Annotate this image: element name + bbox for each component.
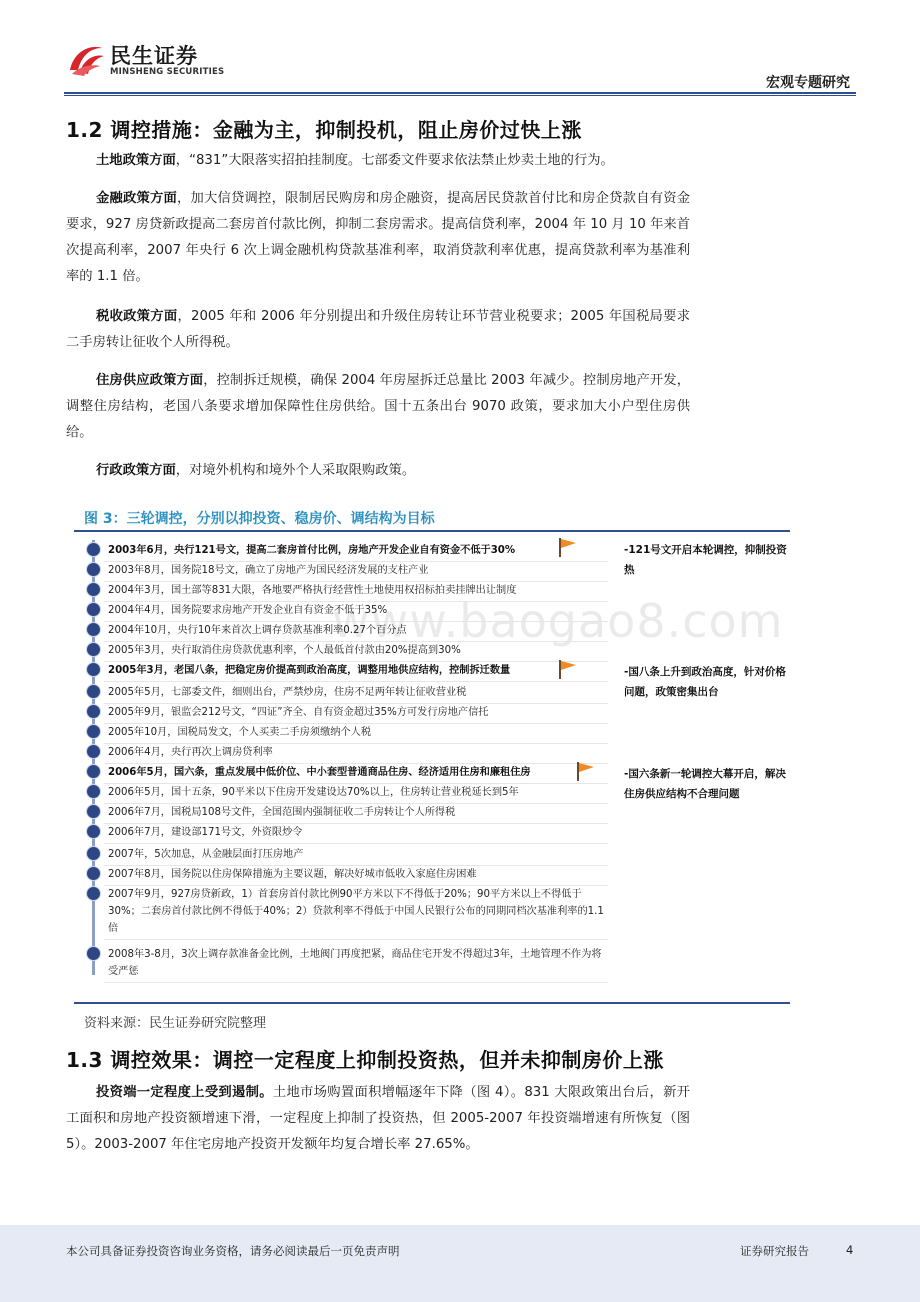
event-text: 2007年8月，国务院以住房保障措施为主要议题，解决好城市低收入家庭住房困难 (104, 864, 608, 886)
phase-note-2: -国八条上升到政治高度，针对价格问题，政策密集出台 (624, 666, 786, 698)
timeline-dot (86, 602, 101, 617)
paragraph-housing-supply-policy (66, 368, 690, 446)
paragraph-lead: 住房供应政策方面 (96, 373, 204, 388)
timeline-dot (86, 642, 101, 657)
timeline-dot (86, 946, 101, 961)
event-text: 2006年5月，国六条，重点发展中低价位、中小套型普通商品住房、经济适用住房和廉租住房 (104, 762, 608, 784)
figure-source: 资料来源：民生证券研究院整理 (84, 1016, 267, 1031)
timeline-dot (86, 846, 101, 861)
paragraph-admin-policy (66, 458, 690, 484)
timeline-dot (86, 582, 101, 597)
paragraph-tax-policy (66, 304, 690, 356)
event-text: 2008年3-8月，3次上调存款准备金比例，土地阀门再度把紧，商品住宅开发不得超过3年，土地管理不作为将受严惩 (104, 944, 608, 983)
timeline-dot (86, 562, 101, 577)
timeline-dot (86, 764, 101, 779)
logo-text-cn: 民生证券 (110, 44, 198, 68)
timeline-dot (86, 886, 101, 901)
page-number: 4 (846, 1243, 854, 1257)
event-text: 2006年5月，国十五条，90平米以下住房开发建设达70%以上，住房转让营业税延长到5年 (104, 782, 608, 804)
phase-note-3: -国六条新一轮调控大幕开启，解决住房供应结构不合理问题 (624, 768, 786, 800)
section-heading-1-3: 1.3 调控效果：调控一定程度上抑制投资热，但并未抑制房价上涨 (66, 1048, 664, 1072)
timeline-dot (86, 662, 101, 677)
event-text: 2006年4月，央行再次上调房贷利率 (104, 742, 608, 764)
figure-top-rule (74, 530, 790, 532)
logo-mark-icon (66, 40, 106, 80)
event-text: 2005年9月，银监会212号文，“四证”齐全、自有资金超过35%方可发行房地产信托 (104, 702, 608, 724)
paragraph-lead: 土地政策方面 (96, 153, 176, 168)
paragraph-text: ，加大信贷调控，限制居民购房和房企融资，提高居民贷款首付比和房企贷款自有资金要求，927 房贷新政提高二套房首付款比例，抑制二套房需求。提高信贷利率，2004 年 10 月 10 年来首次提高利率，2007 年央行 6 次上调金融机构贷款基准利率，取消贷款利率优惠，提高贷款利率为基准利率的 1.1 倍。 (66, 191, 691, 284)
paragraph-text: ，控制拆迁规模，确保 2004 年房屋拆迁总量比 2003 年减少。控制房地产开发，调整住房结构，老国八条要求增加保障性住房供给。国十五条出台 9070 政策，要求加大小户型住房供给。 (66, 373, 690, 440)
timeline-dot (86, 744, 101, 759)
paragraph-text: ，“831”大限落实招拍挂制度。七部委文件要求依法禁止炒卖土地的行为。 (175, 153, 614, 168)
report-type: 宏观专题研究 (766, 75, 850, 91)
footer-disclaimer: 本公司具备证券投资咨询业务资格，请务必阅读最后一页免责声明 (66, 1244, 400, 1258)
paragraph-finance-policy (66, 186, 690, 290)
logo-text-en: MINSHENG SECURITIES (110, 67, 225, 77)
flag-icon (556, 536, 578, 558)
timeline-dot (86, 824, 101, 839)
event-text: 2005年5月，七部委文件，细则出台，严禁炒房，住房不足两年转让征收营业税 (104, 682, 608, 704)
paragraph-lead: 税收政策方面 (96, 309, 178, 324)
timeline-dot (86, 804, 101, 819)
header-divider-thin (64, 95, 856, 96)
watermark: www.baogao8.com (332, 594, 784, 648)
event-text: 2007年，5次加息，从金融层面打压房地产 (104, 844, 608, 866)
timeline-dot (86, 622, 101, 637)
event-text: 2004年3月，国土部等831大限，各地要严格执行经营性土地使用权招标拍卖挂牌出让制度 (104, 580, 608, 602)
figure-title: 图 3：三轮调控，分别以抑投资、稳房价、调结构为目标 (84, 511, 435, 527)
timeline-dot (86, 684, 101, 699)
event-text: 2005年10月，国税局发文，个人买卖二手房须缴纳个人税 (104, 722, 608, 744)
paragraph-lead: 投资端一定程度上受到遏制。 (96, 1085, 273, 1100)
timeline-dot (86, 724, 101, 739)
paragraph-lead: 金融政策方面 (96, 191, 178, 206)
section-heading-1-2: 1.2 调控措施：金融为主，抑制投机，阻止房价过快上涨 (66, 118, 582, 142)
event-text: 2003年8月，国务院18号文，确立了房地产为国民经济发展的支柱产业 (104, 560, 608, 582)
flag-icon (556, 658, 578, 680)
event-text: 2006年7月，建设部171号文，外资限炒令 (104, 822, 608, 844)
event-text: 2003年6月，央行121号文，提高二套房首付比例，房地产开发企业自有资金不低于30% (104, 540, 608, 562)
phase-note-1: -121号文开启本轮调控，抑制投资热 (624, 544, 787, 576)
event-text: 2007年9月，927房贷新政，1）首套房首付款比例90平方米以下不得低于20%；90平方米以上不得低于30%；二套房首付款比例不得低于40%；2）贷款利率不得低于中国人民银行公布的同期同档次基准利率的1.1倍 (104, 884, 608, 940)
paragraph-text: ，2005 年和 2006 年分别提出和升级住房转让环节营业税要求；2005 年国税局要求二手房转让征收个人所得税。 (66, 309, 690, 350)
event-text: 2005年3月，老国八条，把稳定房价提高到政治高度，调整用地供应结构，控制拆迁数量 (104, 660, 608, 682)
paragraph-investment (66, 1080, 690, 1158)
company-logo (66, 40, 228, 82)
timeline-dot (86, 866, 101, 881)
paragraph-land-policy (66, 148, 690, 174)
flag-icon (574, 760, 596, 782)
timeline-dot (86, 784, 101, 799)
header-divider (64, 92, 856, 94)
timeline-dot (86, 704, 101, 719)
event-text: 2005年3月，央行取消住房贷款优惠利率，个人最低首付款由20%提高到30% (104, 640, 608, 662)
footer-band (0, 1225, 920, 1302)
paragraph-text: ，对境外机构和境外个人采取限购政策。 (175, 463, 416, 478)
event-text: 2004年10月，央行10年来首次上调存贷款基准利率0.27个百分点 (104, 620, 608, 642)
event-text: 2006年7月，国税局108号文件，全国范围内强制征收二手房转让个人所得税 (104, 802, 608, 824)
event-text: 2004年4月，国务院要求房地产开发企业自有资金不低于35% (104, 600, 608, 622)
paragraph-lead: 行政政策方面 (96, 463, 176, 478)
figure-bottom-rule (74, 1002, 790, 1004)
timeline-dot (86, 542, 101, 557)
paragraph-text: 土地市场购置面积增幅逐年下降（图 4）。831 大限政策出台后，新开工面积和房地产投资额增速下滑，一定程度上抑制了投资热，但 2005-2007 年投资端增速有所恢复（图 5）。2003-2007 年住宅房地产投资开发额年均复合增长率 27.65%。 (66, 1085, 690, 1152)
footer-report-label: 证券研究报告 (740, 1244, 809, 1258)
